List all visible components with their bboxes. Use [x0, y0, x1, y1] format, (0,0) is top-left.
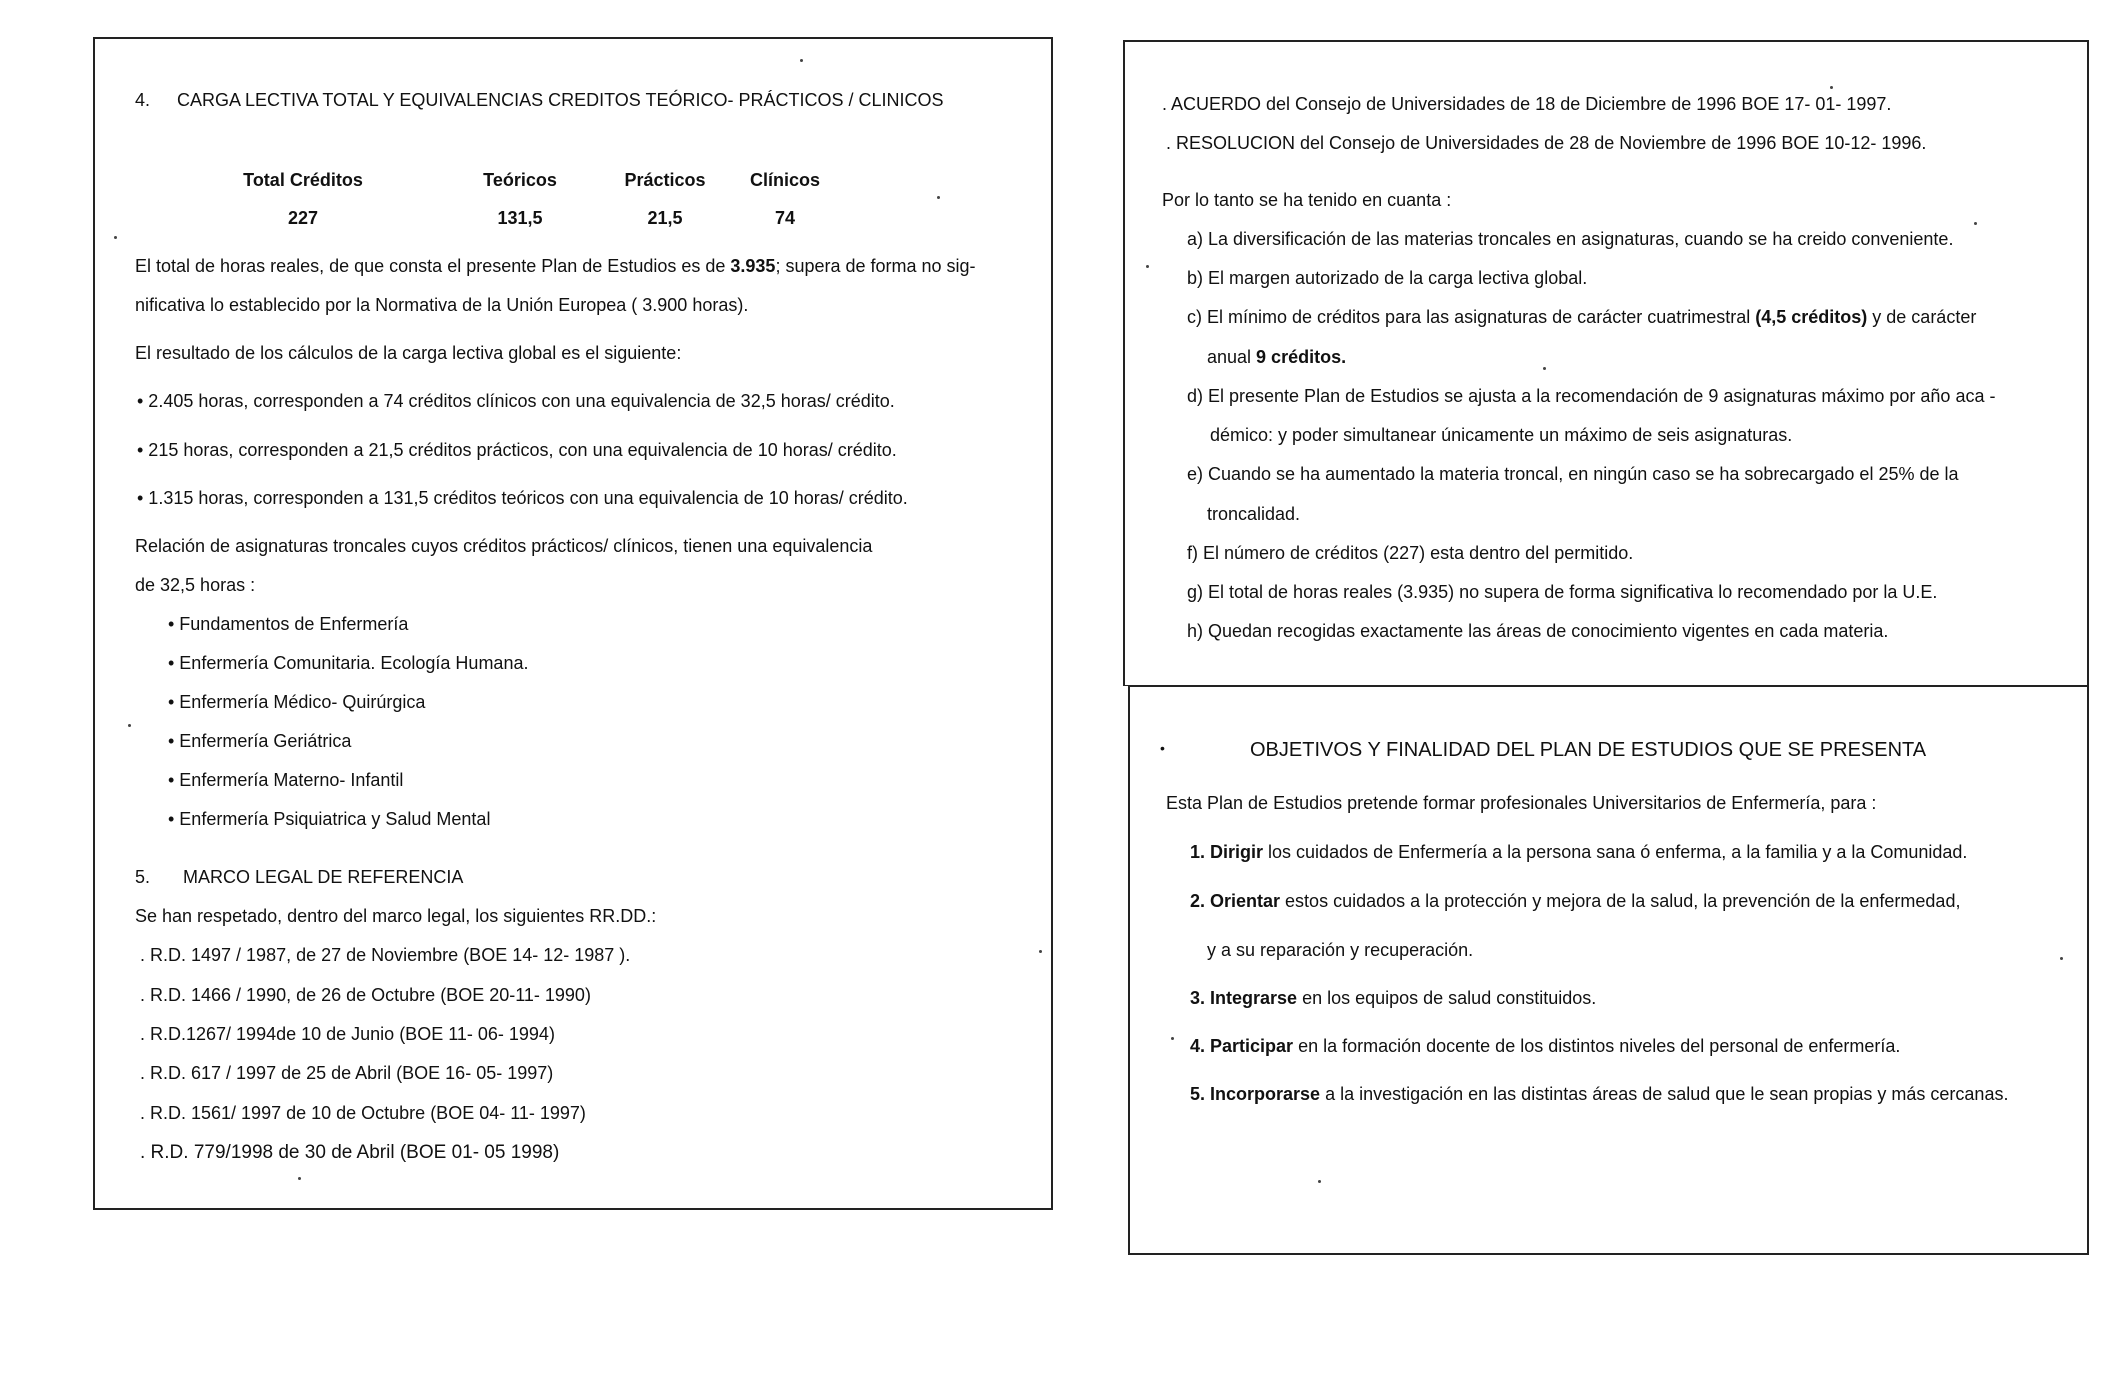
subjects-intro-line1: Relación de asignaturas troncales cuyos créditos prácticos/ clínicos, tienen una equivalencia — [135, 536, 873, 556]
list-item: b) El margen autorizado de la carga lectiva global. — [1187, 268, 1588, 288]
scan-speck — [1543, 367, 1546, 370]
section-5-title: MARCO LEGAL DE REFERENCIA — [183, 867, 464, 887]
scan-speck — [1318, 1180, 1321, 1183]
scan-speck — [1974, 222, 1977, 225]
credits-header-theory: Teóricos — [483, 170, 557, 190]
list-item: a) La diversificación de las materias troncales en asignaturas, cuando se ha creido conveniente. — [1187, 229, 1954, 249]
credits-value-clinical: 74 — [774, 208, 796, 228]
list-item: • Enfermería Médico- Quirúrgica — [168, 692, 426, 712]
hours-bullet-theoretical: • 1.315 horas, corresponden a 131,5 créditos teóricos con una equivalencia de 10 horas/ crédito. — [137, 488, 908, 508]
list-item-continuation: démico: y poder simultanear únicamente un máximo de seis asignaturas. — [1210, 425, 1793, 445]
list-item: d) El presente Plan de Estudios se ajusta a la recomendación de 9 asignaturas máximo por año aca - — [1187, 386, 1996, 406]
scan-speck — [298, 1177, 301, 1180]
credits-header-total: Total Créditos — [243, 170, 363, 190]
scan-speck — [114, 236, 117, 239]
scan-speck — [1830, 86, 1833, 89]
considerations-intro: Por lo tanto se ha tenido en cuanta : — [1162, 190, 1452, 210]
list-item: . R.D. 1561/ 1997 de 10 de Octubre (BOE 04- 11- 1997) — [140, 1103, 586, 1123]
list-item: c) El mínimo de créditos para las asignaturas de carácter cuatrimestral (4,5 créditos) y de carácter — [1187, 307, 1977, 327]
resolution-line: . RESOLUCION del Consejo de Universidades de 28 de Noviembre de 1996 BOE 10-12- 1996. — [1166, 133, 1927, 153]
subjects-intro-line2: de 32,5 horas : — [135, 575, 256, 595]
list-item: e) Cuando se ha aumentado la materia troncal, en ningún caso se ha sobrecargado el 25% de la — [1187, 464, 1959, 484]
scan-speck — [128, 724, 131, 727]
list-item: . R.D.1267/ 1994de 10 de Junio (BOE 11- 06- 1994) — [140, 1024, 555, 1044]
list-item-continuation: anual 9 créditos. — [1207, 347, 1347, 367]
credits-value-total: 227 — [287, 208, 319, 228]
scan-speck — [1146, 265, 1149, 268]
agreement-line: . ACUERDO del Consejo de Universidades de 18 de Diciembre de 1996 BOE 17- 01- 1997. — [1162, 94, 1892, 114]
credits-value-theory: 131,5 — [497, 208, 543, 228]
calculation-intro: El resultado de los cálculos de la carga lectiva global es el siguiente: — [135, 343, 682, 363]
hours-bullet-practical: • 215 horas, corresponden a 21,5 créditos prácticos, con una equivalencia de 10 horas/ crédito. — [137, 440, 897, 460]
scan-speck — [2060, 957, 2063, 960]
total-hours-paragraph-line2: nificativa lo establecido por la Normativa de la Unión Europea ( 3.900 horas). — [135, 295, 749, 315]
list-item: f) El número de créditos (227) esta dentro del permitido. — [1187, 543, 1634, 563]
section-4-title: CARGA LECTIVA TOTAL Y EQUIVALENCIAS CREDITOS TEÓRICO- PRÁCTICOS / CLINICOS — [177, 90, 944, 110]
scan-speck — [800, 59, 803, 62]
section-marker: • — [1160, 740, 1165, 756]
scan-speck — [937, 196, 940, 199]
scan-speck — [1171, 1037, 1174, 1040]
objectives-title: OBJETIVOS Y FINALIDAD DEL PLAN DE ESTUDIOS QUE SE PRESENTA — [1250, 739, 1927, 761]
list-item: 5. Incorporarse a la investigación en las distintas áreas de salud que le sean propias y más cercanas. — [1190, 1084, 2009, 1104]
list-item-continuation: troncalidad. — [1207, 504, 1301, 524]
objectives-intro: Esta Plan de Estudios pretende formar profesionales Universitarios de Enfermería, para : — [1166, 793, 1877, 813]
list-item: • Enfermería Comunitaria. Ecología Humana. — [168, 653, 529, 673]
list-item: g) El total de horas reales (3.935) no supera de forma significativa lo recomendado por la U.E. — [1187, 582, 1938, 602]
credits-value-practice: 21,5 — [647, 208, 683, 228]
section-4-number: 4. — [135, 90, 151, 110]
section-5-number: 5. — [135, 867, 151, 887]
list-item: • Enfermería Geriátrica — [168, 731, 352, 751]
list-item: 3. Integrarse en los equipos de salud constituidos. — [1190, 988, 1597, 1008]
list-item: • Fundamentos de Enfermería — [168, 614, 409, 634]
list-item: 1. Dirigir los cuidados de Enfermería a la persona sana ó enferma, a la familia y a la Comunidad. — [1190, 842, 1968, 862]
total-hours-paragraph-line1: El total de horas reales, de que consta el presente Plan de Estudios es de 3.935; supera de forma no sig- — [135, 256, 976, 276]
hours-bullet-clinical: • 2.405 horas, corresponden a 74 créditos clínicos con una equivalencia de 32,5 horas/ crédito. — [137, 391, 895, 411]
list-item: . R.D. 779/1998 de 30 de Abril (BOE 01- 05 1998) — [140, 1142, 560, 1163]
credits-header-clinical: Clínicos — [749, 170, 820, 190]
legal-framework-intro: Se han respetado, dentro del marco legal, los siguientes RR.DD.: — [135, 906, 657, 926]
list-item: . R.D. 1466 / 1990, de 26 de Octubre (BOE 20-11- 1990) — [140, 985, 591, 1005]
scan-speck — [1039, 950, 1042, 953]
list-item: • Enfermería Psiquiatrica y Salud Mental — [168, 809, 491, 829]
list-item: . R.D. 1497 / 1987, de 27 de Noviembre (BOE 14- 12- 1987 ). — [140, 945, 631, 965]
right-bottom-page-panel — [1128, 685, 2089, 1255]
list-item: • Enfermería Materno- Infantil — [168, 770, 404, 790]
list-item: 2. Orientar estos cuidados a la protección y mejora de la salud, la prevención de la enfermedad, — [1190, 891, 1961, 911]
list-item: h) Quedan recogidas exactamente las áreas de conocimiento vigentes en cada materia. — [1187, 621, 1889, 641]
list-item: 4. Participar en la formación docente de los distintos niveles del personal de enfermería. — [1190, 1036, 1901, 1056]
list-item: . R.D. 617 / 1997 de 25 de Abril (BOE 16- 05- 1997) — [140, 1063, 554, 1083]
list-item-continuation: y a su reparación y recuperación. — [1207, 940, 1474, 960]
credits-header-practice: Prácticos — [624, 170, 706, 190]
